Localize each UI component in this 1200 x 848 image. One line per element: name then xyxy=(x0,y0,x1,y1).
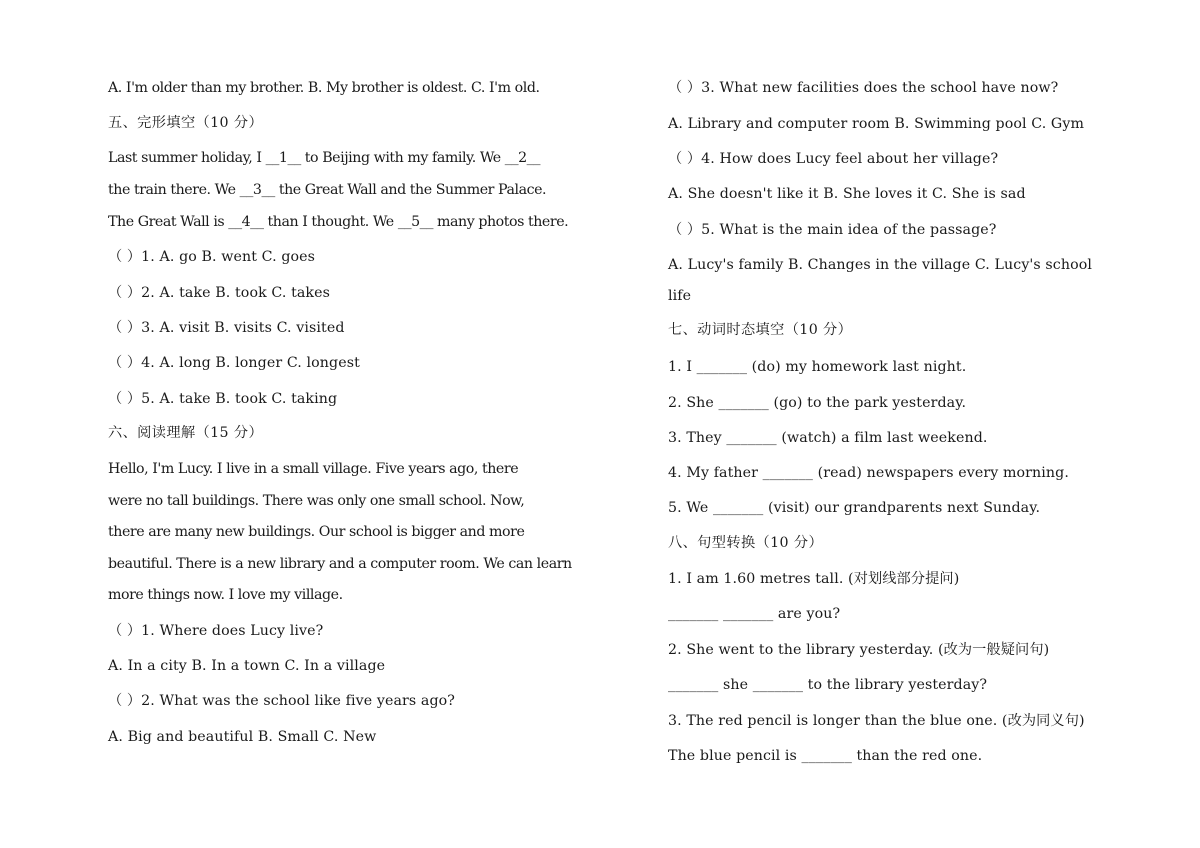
section-5-title: 五、完形填空（10 分） xyxy=(108,115,264,131)
cloze-passage-line: Last summer holiday, I __1__ to Beijing with my family. We __2__ xyxy=(108,150,540,166)
cloze-question: （ ）4. A. long B. longer C. longest xyxy=(108,355,360,371)
section-7-title: 七、动词时态填空（10 分） xyxy=(668,322,853,338)
reading-answer-options: A. Big and beautiful B. Small C. New xyxy=(108,729,377,745)
cloze-question: （ ）1. A. go B. went C. goes xyxy=(108,249,316,265)
transformation-answer-line: _______ she _______ to the library yesterday? xyxy=(668,677,988,693)
reading-answer-options: A. Lucy's family B. Changes in the village C. Lucy's school xyxy=(668,257,1093,273)
reading-answer-options-continued: life xyxy=(668,288,692,304)
transformation-answer-line: _______ _______ are you? xyxy=(668,606,841,622)
reading-passage-line: there are many new buildings. Our school is bigger and more xyxy=(108,524,525,540)
reading-passage-line: more things now. I love my village. xyxy=(108,587,343,603)
reading-question: （ ）5. What is the main idea of the passage? xyxy=(668,222,997,238)
transformation-answer-line: The blue pencil is _______ than the red one. xyxy=(668,748,983,764)
verb-tense-item: 4. My father _______ (read) newspapers every morning. xyxy=(668,465,1069,481)
section-8-title: 八、句型转换（10 分） xyxy=(668,535,824,551)
text-line: A. I'm older than my brother. B. My brother is oldest. C. I'm old. xyxy=(108,80,540,96)
cloze-passage-line: the train there. We __3__ the Great Wall and the Summer Palace. xyxy=(108,182,547,198)
reading-passage-line: were no tall buildings. There was only one small school. Now, xyxy=(108,493,525,509)
verb-tense-item: 2. She _______ (go) to the park yesterday. xyxy=(668,395,967,411)
reading-question: （ ）3. What new facilities does the school have now? xyxy=(668,80,1059,96)
cloze-question: （ ）3. A. visit B. visits C. visited xyxy=(108,320,345,336)
cloze-question: （ ）5. A. take B. took C. taking xyxy=(108,391,338,407)
reading-answer-options: A. In a city B. In a town C. In a village xyxy=(108,658,386,674)
cloze-question: （ ）2. A. take B. took C. takes xyxy=(108,285,330,301)
transformation-item: 2. She went to the library yesterday. (改为一般疑问句) xyxy=(668,642,1050,658)
section-6-title: 六、阅读理解（15 分） xyxy=(108,425,264,441)
reading-question: （ ）1. Where does Lucy live? xyxy=(108,623,324,639)
verb-tense-item: 3. They _______ (watch) a film last weekend. xyxy=(668,430,988,446)
verb-tense-item: 1. I _______ (do) my homework last night. xyxy=(668,359,967,375)
reading-question: （ ）2. What was the school like five years ago? xyxy=(108,693,455,709)
reading-answer-options: A. Library and computer room B. Swimming pool C. Gym xyxy=(668,116,1085,132)
verb-tense-item: 5. We _______ (visit) our grandparents next Sunday. xyxy=(668,500,1041,516)
cloze-passage-line: The Great Wall is __4__ than I thought. We __5__ many photos there. xyxy=(108,214,569,230)
reading-answer-options: A. She doesn't like it B. She loves it C. She is sad xyxy=(668,186,1026,202)
reading-passage-line: Hello, I'm Lucy. I live in a small village. Five years ago, there xyxy=(108,461,519,477)
transformation-item: 3. The red pencil is longer than the blue one. (改为同义句) xyxy=(668,713,1085,729)
transformation-item: 1. I am 1.60 metres tall. (对划线部分提问) xyxy=(668,571,960,587)
reading-passage-line: beautiful. There is a new library and a computer room. We can learn xyxy=(108,556,572,572)
reading-question: （ ）4. How does Lucy feel about her village? xyxy=(668,151,999,167)
